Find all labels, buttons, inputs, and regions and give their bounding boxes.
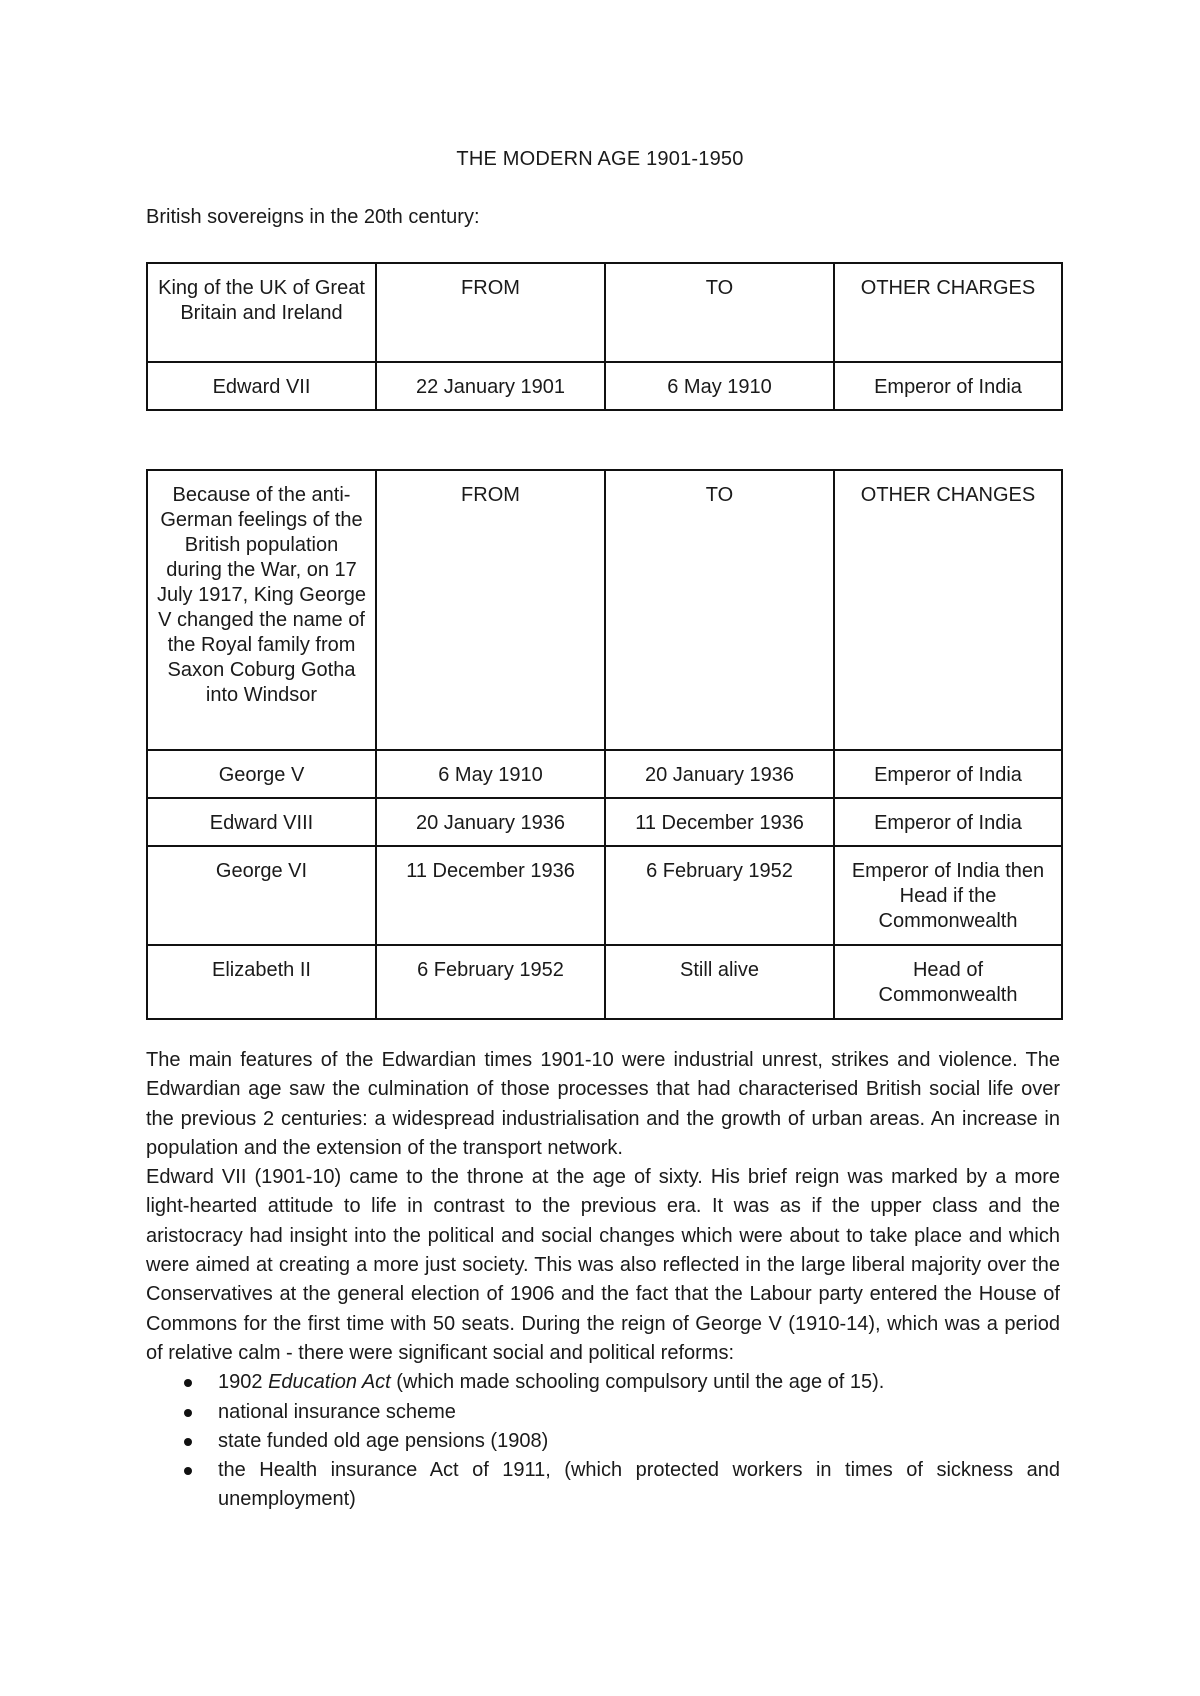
list-item: state funded old age pensions (1908)	[146, 1427, 1060, 1456]
table-cell: 6 May 1910	[376, 750, 605, 798]
table-row	[147, 945, 1062, 1019]
page-subtitle: British sovereigns in the 20th century:	[146, 206, 480, 228]
table-row	[147, 362, 1062, 410]
sovereigns-table-2	[146, 469, 1063, 1020]
page-title: THE MODERN AGE 1901-1950	[456, 148, 744, 170]
table-header-cell: TO	[605, 263, 834, 362]
table-cell: 22 January 1901	[376, 362, 605, 410]
bullet-icon	[184, 1467, 192, 1475]
table-cell: Edward VIII	[147, 798, 376, 846]
table-row	[147, 750, 1062, 798]
paragraph-edward-vii: Edward VII (1901-10) came to the throne at the age of sixty. His brief reign was marked by a more light-hearted attitude to life in contrast to the previous era. It was as if the upper class and the aristocracy had insight into the political and social changes which were about to take place and which were aimed at creating a more just society. This was also reflected in the large liberal majority over the Conservatives at the general election of 1906 and the fact that the Labour party entered the House of Commons for the first time with 50 seats. During the reign of George V (1910-14), which was a period of relative calm - there were significant social and political reforms:	[146, 1166, 1060, 1364]
table-cell: Elizabeth II	[147, 945, 376, 1019]
education-act-title: Education Act	[268, 1371, 391, 1394]
table-header-row	[147, 263, 1062, 362]
list-item: the Health insurance Act of 1911, (which protected workers in times of sickness and unemployment)	[146, 1456, 1060, 1515]
table-cell: 11 December 1936	[376, 846, 605, 945]
table-cell: Emperor of India	[834, 798, 1062, 846]
body-text	[146, 1046, 1060, 1515]
table-header-cell: Because of the anti-German feelings of the British population during the War, on 17 July 1917, King George V changed the name of the Royal family from Saxon Coburg Gotha into Windsor	[147, 470, 376, 750]
table-cell: Emperor of India	[834, 362, 1062, 410]
table-cell: George V	[147, 750, 376, 798]
reforms-list	[146, 1368, 1060, 1514]
table-cell: 11 December 1936	[605, 798, 834, 846]
paragraph-edwardian-times: The main features of the Edwardian times 1901-10 were industrial unrest, strikes and violence. The Edwardian age saw the culmination of those processes that had characterised British social life over the previous 2 centuries: a widespread industrialisation and the growth of urban areas. An increase in population and the extension of the transport network.	[146, 1049, 1060, 1159]
table-cell: Emperor of India then Head if the Commonwealth	[834, 846, 1062, 945]
list-item: national insurance scheme	[146, 1398, 1060, 1427]
table-cell: Emperor of India	[834, 750, 1062, 798]
bullet-icon	[184, 1409, 192, 1417]
table-cell: 20 January 1936	[376, 798, 605, 846]
table-cell: 6 May 1910	[605, 362, 834, 410]
table-row	[147, 798, 1062, 846]
bullet-icon	[184, 1379, 192, 1387]
bullet-icon	[184, 1438, 192, 1446]
table-header-cell: OTHER CHANGES	[834, 470, 1062, 750]
table-header-row	[147, 470, 1062, 750]
table-header-cell: TO	[605, 470, 834, 750]
table-cell: 20 January 1936	[605, 750, 834, 798]
table-header-cell: OTHER CHARGES	[834, 263, 1062, 362]
list-item: 1902 Education Act (which made schooling compulsory until the age of 15).	[146, 1368, 1060, 1397]
table-cell: Head of Commonwealth	[834, 945, 1062, 1019]
table-cell: George VI	[147, 846, 376, 945]
table-header-cell: King of the UK of Great Britain and Ireland	[147, 263, 376, 362]
table-header-cell: FROM	[376, 263, 605, 362]
table-cell: Edward VII	[147, 362, 376, 410]
table-row	[147, 846, 1062, 945]
table-cell: 6 February 1952	[605, 846, 834, 945]
table-cell: 6 February 1952	[376, 945, 605, 1019]
sovereigns-table-1	[146, 262, 1063, 411]
table-cell: Still alive	[605, 945, 834, 1019]
table-header-cell: FROM	[376, 470, 605, 750]
